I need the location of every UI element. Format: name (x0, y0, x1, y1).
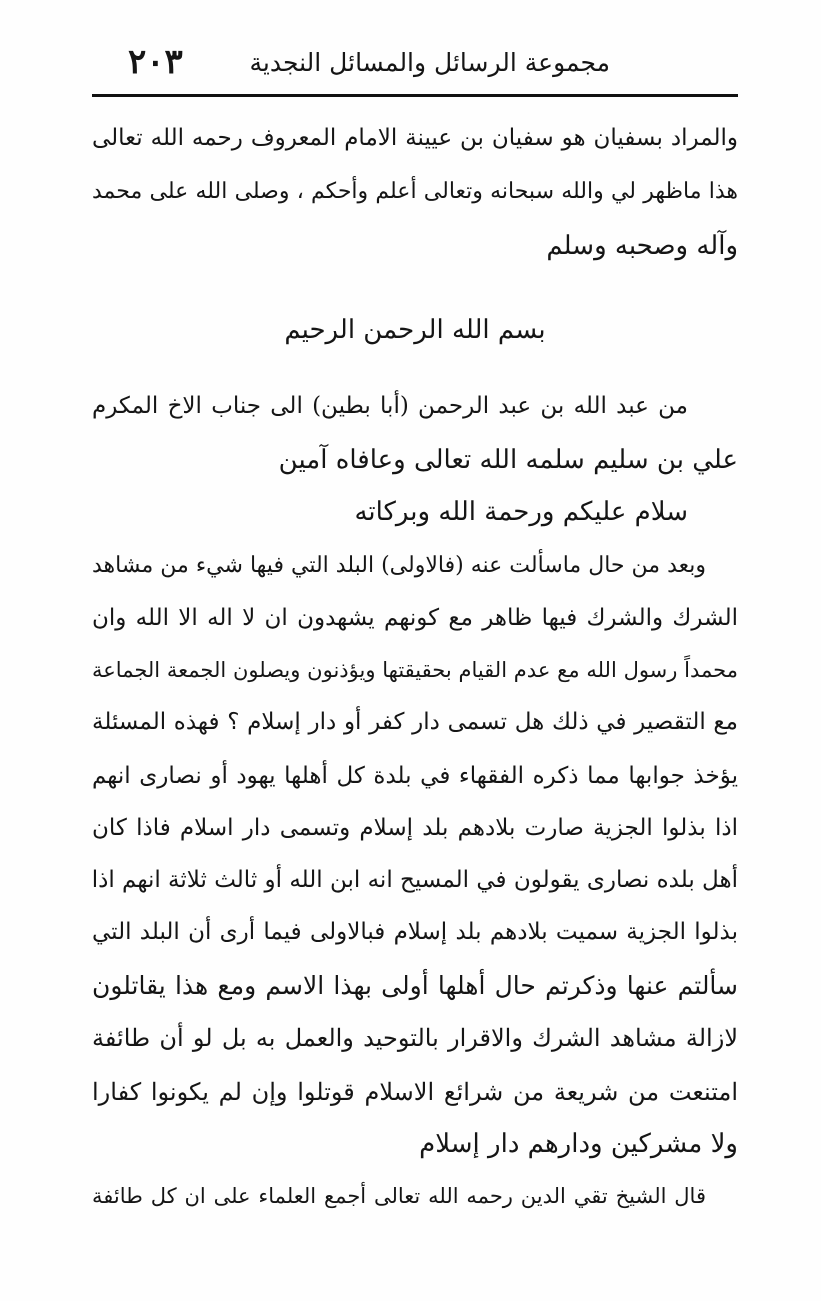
greeting-line: سلام عليكم ورحمة الله وبركاته (354, 497, 688, 527)
running-title: مجموعة الرسائل والمسائل النجدية (249, 48, 610, 77)
text-line: وآله وصحبه وسلم (546, 231, 738, 261)
text-line: بذلوا الجزية سميت بلادهم بلد إسلام فبالاولى فيما أرى أن البلد التي (92, 919, 738, 945)
text-line: ولا مشركين ودارهم دار إسلام (419, 1129, 738, 1159)
text-line: قال الشيخ تقي الدين رحمه الله تعالى أجمع العلماء على ان كل طائفة (92, 1184, 706, 1208)
text-line: سألتم عنها وذكرتم حال أهلها أولى بهذا الاسم ومع هذا يقاتلون (92, 971, 738, 1000)
text-line: وبعد من حال ماسألت عنه (فالاولى) البلد التي فيها شيء من مشاهد (92, 553, 706, 578)
text-line: الشرك والشرك فيها ظاهر مع كونهم يشهدون ان لا اله الا الله وان (92, 605, 738, 631)
text-line: محمداً رسول الله مع عدم القيام بحقيقتها ويؤذنون ويصلون الجمعة الجماعة (92, 658, 738, 682)
text-line: امتنعت من شريعة من شرائع الاسلام قوتلوا وإن لم يكونوا كفارا (92, 1078, 738, 1106)
text-line: لازالة مشاهد الشرك والاقرار بالتوحيد والعمل به بل لو أن طائفة (92, 1024, 738, 1052)
text-line: هذا ماظهر لي والله سبحانه وتعالى أعلم وأحكم ، وصلى الله على محمد (92, 179, 738, 204)
text-line: من عبد الله بن عبد الرحمن (أبا بطين) الى جناب الاخ المكرم (92, 393, 688, 419)
basmala-heading: بسم الله الرحمن الرحيم (284, 315, 546, 345)
text-line: أهل بلده نصارى يقولون في المسيح انه ابن الله أو ثالث ثلاثة انهم اذا (91, 867, 738, 893)
page-header (92, 44, 738, 92)
text-line: والمراد بسفيان هو سفيان بن عيينة الامام المعروف رحمه الله تعالى (92, 125, 738, 151)
text-line: اذا بذلوا الجزية صارت بلادهم بلد إسلام وتسمى دار اسلام فاذا كان (92, 815, 738, 841)
text-line: مع التقصير في ذلك هل تسمى دار كفر أو دار إسلام ؟ فهذه المسئلة (92, 709, 738, 735)
page-number: ٢٠٣ (128, 42, 183, 82)
text-line: يؤخذ جوابها مما ذكره الفقهاء في بلدة كل أهلها يهود أو نصارى انهم (92, 763, 738, 789)
header-rule (92, 94, 738, 97)
text-line: علي بن سليم سلمه الله تعالى وعافاه آمين (278, 445, 738, 475)
